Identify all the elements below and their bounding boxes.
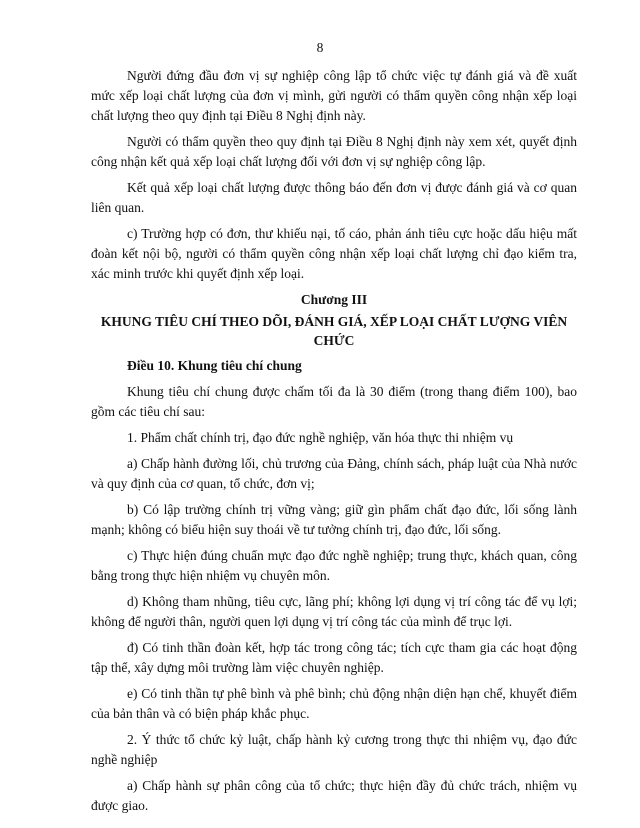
paragraph: đ) Có tinh thần đoàn kết, hợp tác trong công tác; tích cực tham gia các hoạt động tập thể, xây dựng môi trường làm việc chuyên nghiệp. bbox=[91, 640, 577, 675]
paragraph: c) Trường hợp có đơn, thư khiếu nại, tố cáo, phản ánh tiêu cực hoặc dấu hiệu mất đoàn kết nội bộ, người có thẩm quyền công nhận xếp loại chất lượng chỉ đạo kiểm tra, xác minh trước khi quyết định xếp loại. bbox=[91, 226, 577, 281]
chapter-title: KHUNG TIÊU CHÍ THEO DÕI, ĐÁNH GIÁ, XẾP LOẠI CHẤT LƯỢNG VIÊN CHỨC bbox=[100, 314, 568, 348]
paragraph: a) Chấp hành sự phân công của tổ chức; thực hiện đầy đủ chức trách, nhiệm vụ được giao. bbox=[91, 778, 577, 813]
paragraph: c) Thực hiện đúng chuẩn mực đạo đức nghề nghiệp; trung thực, khách quan, công bằng trong thực hiện nhiệm vụ chuyên môn. bbox=[91, 548, 577, 583]
page-number: 8 bbox=[316, 40, 324, 55]
paragraph: 1. Phẩm chất chính trị, đạo đức nghề nghiệp, văn hóa thực thi nhiệm vụ bbox=[127, 430, 514, 445]
paragraph: Kết quả xếp loại chất lượng được thông báo đến đơn vị được đánh giá và cơ quan liên quan. bbox=[91, 180, 577, 215]
chapter-label: Chương III bbox=[300, 292, 368, 307]
paragraph: Người có thẩm quyền theo quy định tại Điều 8 Nghị định này xem xét, quyết định công nhận kết quả xếp loại chất lượng đối với đơn vị sự nghiệp công lập. bbox=[91, 134, 577, 169]
paragraph: e) Có tinh thần tự phê bình và phê bình; chủ động nhận diện hạn chế, khuyết điểm của bản thân và có biện pháp khắc phục. bbox=[91, 686, 577, 721]
paragraph: Người đứng đầu đơn vị sự nghiệp công lập tổ chức việc tự đánh giá và đề xuất mức xếp loại chất lượng của đơn vị mình, gửi người có thẩm quyền công nhận xếp loại chất lượng theo quy định tại Điều 8 Nghị định này. bbox=[91, 68, 577, 123]
paragraph: 2. Ý thức tổ chức kỷ luật, chấp hành kỷ cương trong thực thi nhiệm vụ, đạo đức nghề nghiệp bbox=[91, 732, 577, 767]
article-heading: Điều 10. Khung tiêu chí chung bbox=[127, 358, 302, 373]
paragraph: Khung tiêu chí chung được chấm tối đa là 30 điểm (trong thang điểm 100), bao gồm các tiêu chí sau: bbox=[91, 384, 577, 419]
paragraph: d) Không tham nhũng, tiêu cực, lãng phí; không lợi dụng vị trí công tác để vụ lợi; không để người thân, người quen lợi dụng vị trí công tác của mình để trục lợi. bbox=[91, 594, 577, 629]
paragraph: b) Có lập trường chính trị vững vàng; giữ gìn phẩm chất đạo đức, lối sống lành mạnh; không có biểu hiện suy thoái về tư tưởng chính trị, đạo đức, lối sống. bbox=[91, 502, 577, 537]
paragraph: a) Chấp hành đường lối, chủ trương của Đảng, chính sách, pháp luật của Nhà nước và quy định của cơ quan, tổ chức, đơn vị; bbox=[91, 456, 577, 491]
document-body bbox=[91, 66, 577, 822]
